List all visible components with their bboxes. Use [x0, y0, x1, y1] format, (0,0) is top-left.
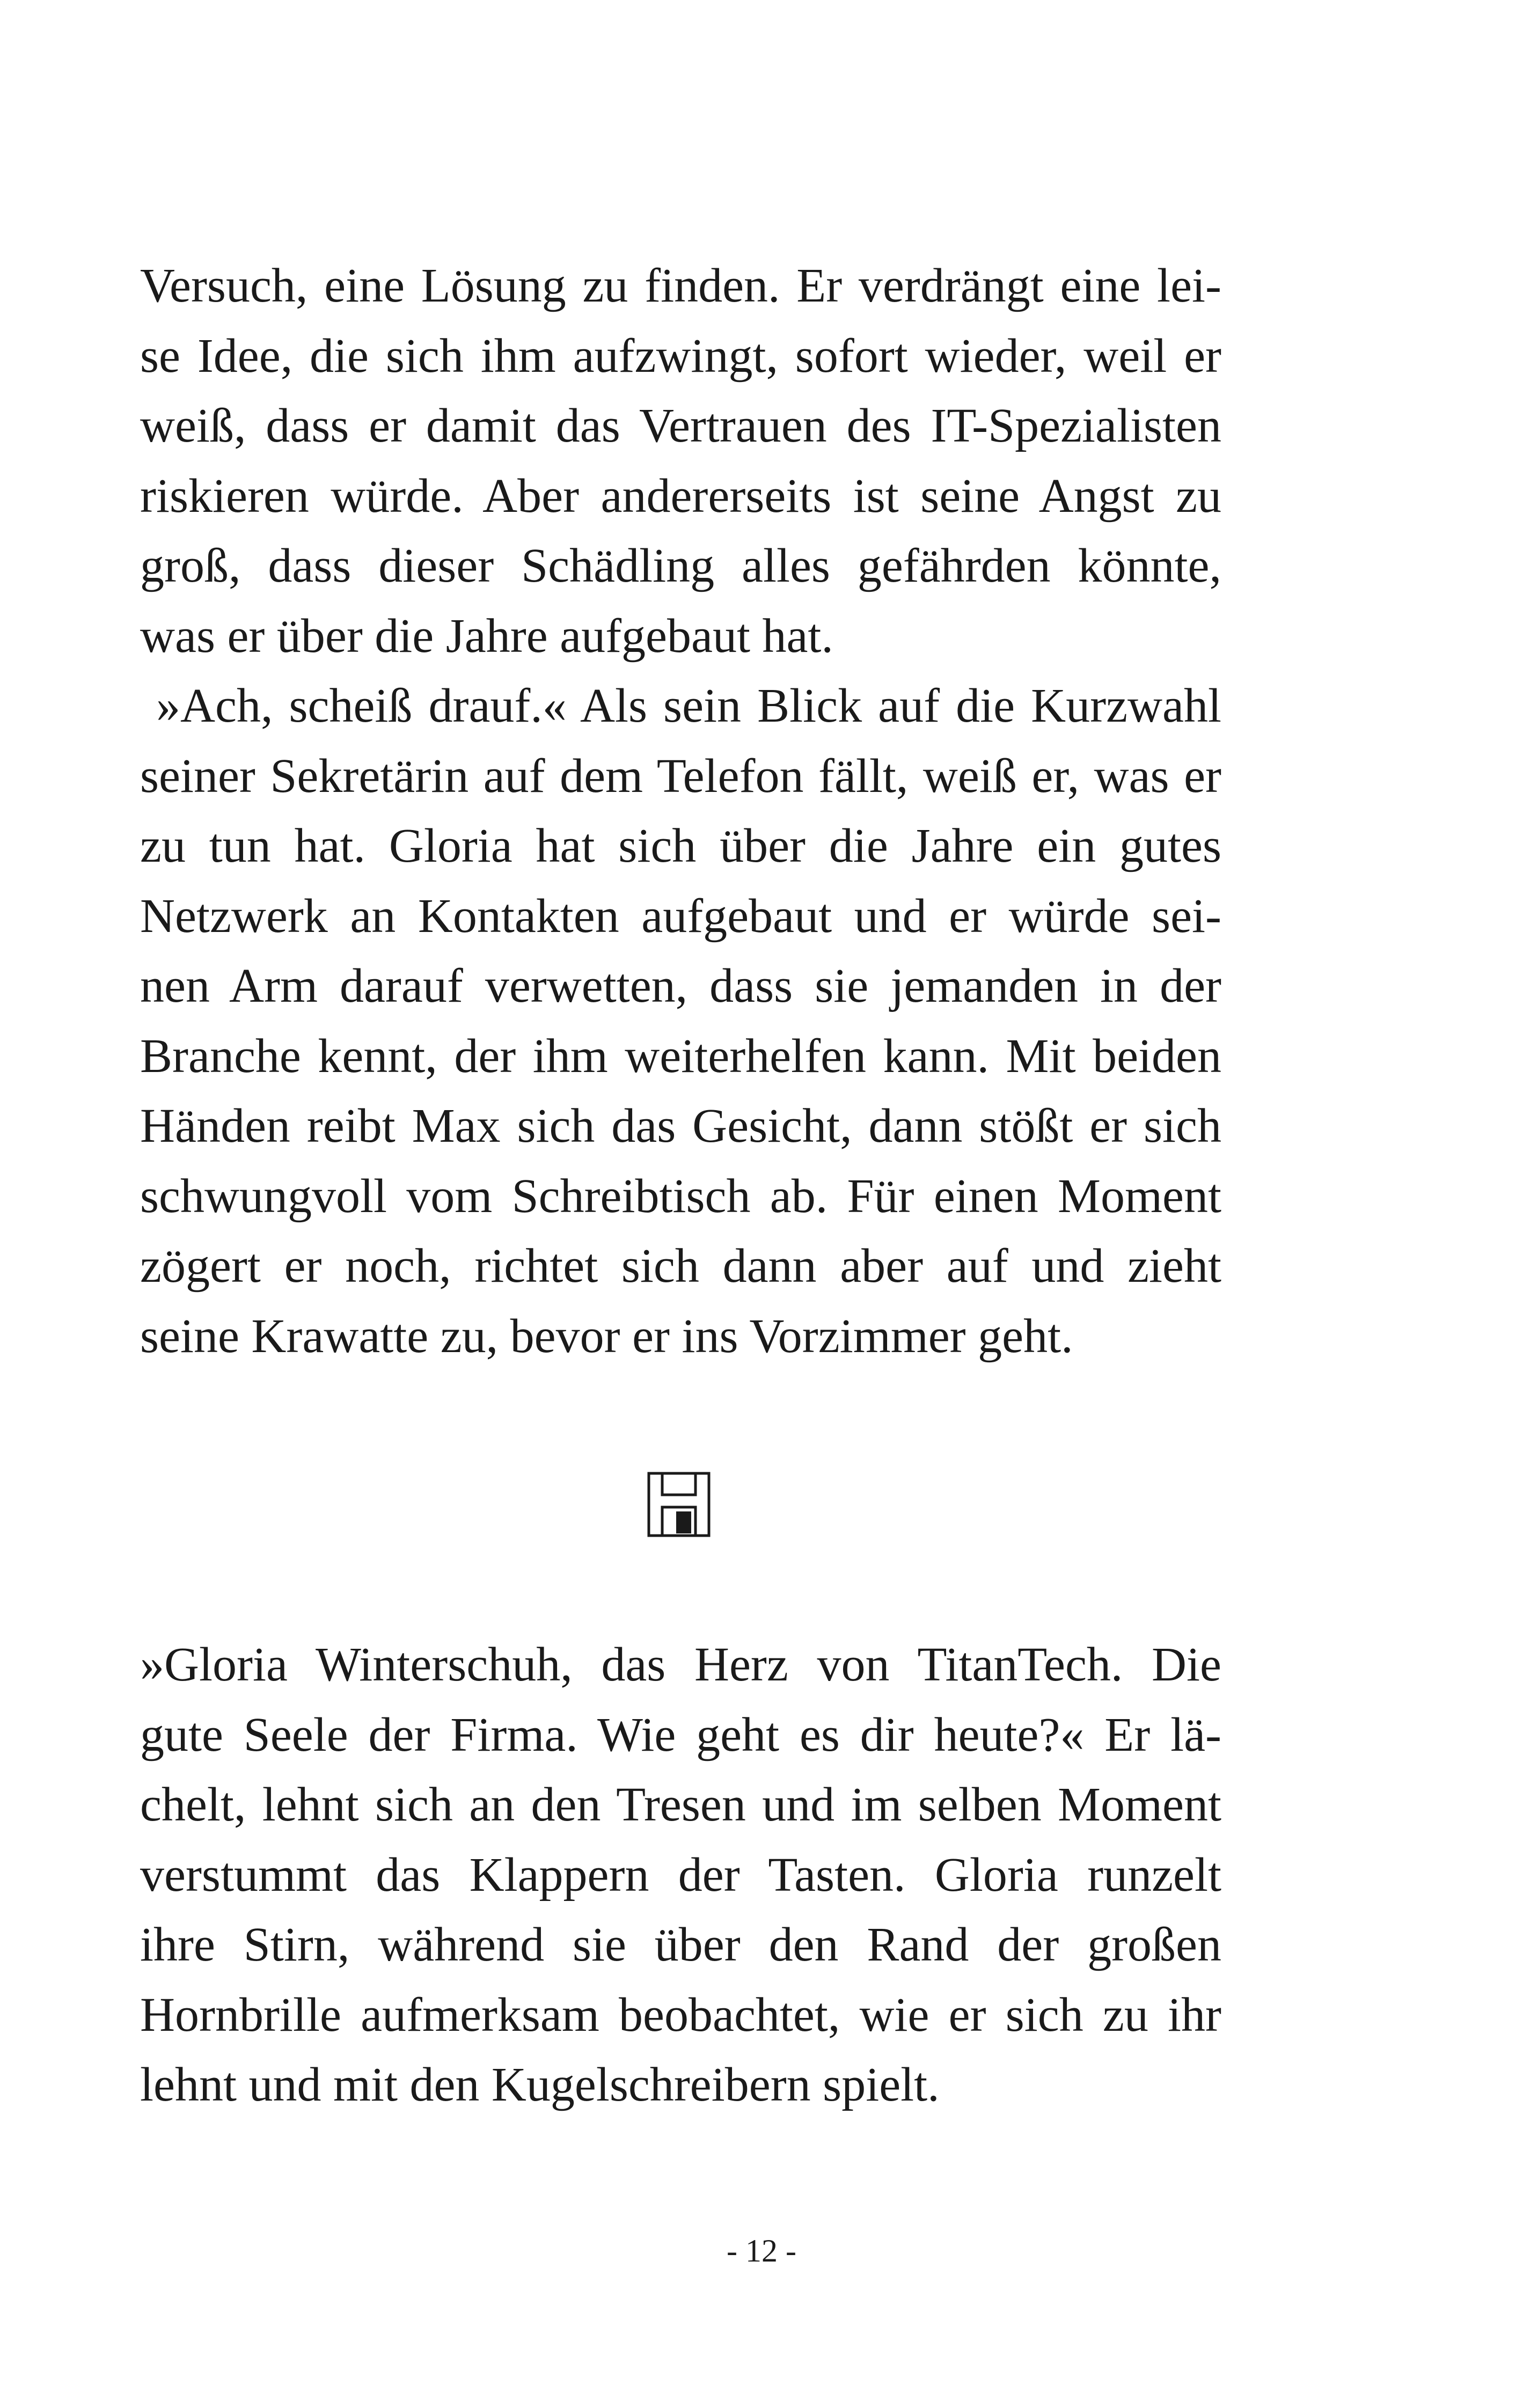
text-line: ihre Stirn, während sie über den Rand der großen: [140, 1918, 1221, 1971]
paragraph-block-1: [140, 251, 1221, 1371]
text-line: zögert er noch, richtet sich dann aber auf und zieht: [140, 1239, 1221, 1293]
text-line: riskieren würde. Aber andererseits ist seine Angst zu: [140, 469, 1221, 523]
floppy-disk-icon: [647, 1472, 711, 1537]
text-line: was er über die Jahre aufgebaut hat.: [140, 609, 833, 663]
text-line: lehnt und mit den Kugelschreibern spielt.: [140, 2058, 940, 2111]
paragraph-block-2: [140, 1630, 1221, 2120]
text-line: groß, dass dieser Schädling alles gefährden könnte,: [140, 539, 1221, 592]
text-line: se Idee, die sich ihm aufzwingt, sofort wieder, weil er: [140, 329, 1221, 383]
text-line: weiß, dass er damit das Vertrauen des IT-Spezialisten: [140, 399, 1221, 452]
text-line: Versuch, eine Lösung zu finden. Er verdrängt eine lei-: [140, 259, 1221, 312]
text-line: nen Arm darauf verwetten, dass sie jemanden in der: [140, 959, 1221, 1012]
text-line: chelt, lehnt sich an den Tresen und im selben Moment: [140, 1778, 1221, 1831]
text-line: Netzwerk an Kontakten aufgebaut und er würde sei-: [140, 889, 1221, 943]
text-line: verstummt das Klappern der Tasten. Gloria runzelt: [140, 1848, 1221, 1902]
text-line: zu tun hat. Gloria hat sich über die Jahre ein gutes: [140, 819, 1221, 872]
text-line: seine Krawatte zu, bevor er ins Vorzimmer geht.: [140, 1309, 1073, 1363]
text-line: Händen reibt Max sich das Gesicht, dann stößt er sich: [140, 1099, 1221, 1152]
text-line: seiner Sekretärin auf dem Telefon fällt, weiß er, was er: [140, 749, 1221, 803]
text-line: Hornbrille aufmerksam beobachtet, wie er sich zu ihr: [140, 1988, 1221, 2042]
text-line: gute Seele der Firma. Wie geht es dir heute?« Er lä-: [140, 1708, 1221, 1761]
page-number: - 12 -: [727, 2233, 796, 2268]
text-line: Branche kennt, der ihm weiterhelfen kann. Mit beiden: [140, 1029, 1221, 1083]
text-line: schwungvoll vom Schreibtisch ab. Für einen Moment: [140, 1169, 1221, 1223]
text-line: »Gloria Winterschuh, das Herz von TitanTech. Die: [140, 1638, 1221, 1691]
text-line: »Ach, scheiß drauf.« Als sein Blick auf die Kurzwahl: [156, 679, 1221, 732]
